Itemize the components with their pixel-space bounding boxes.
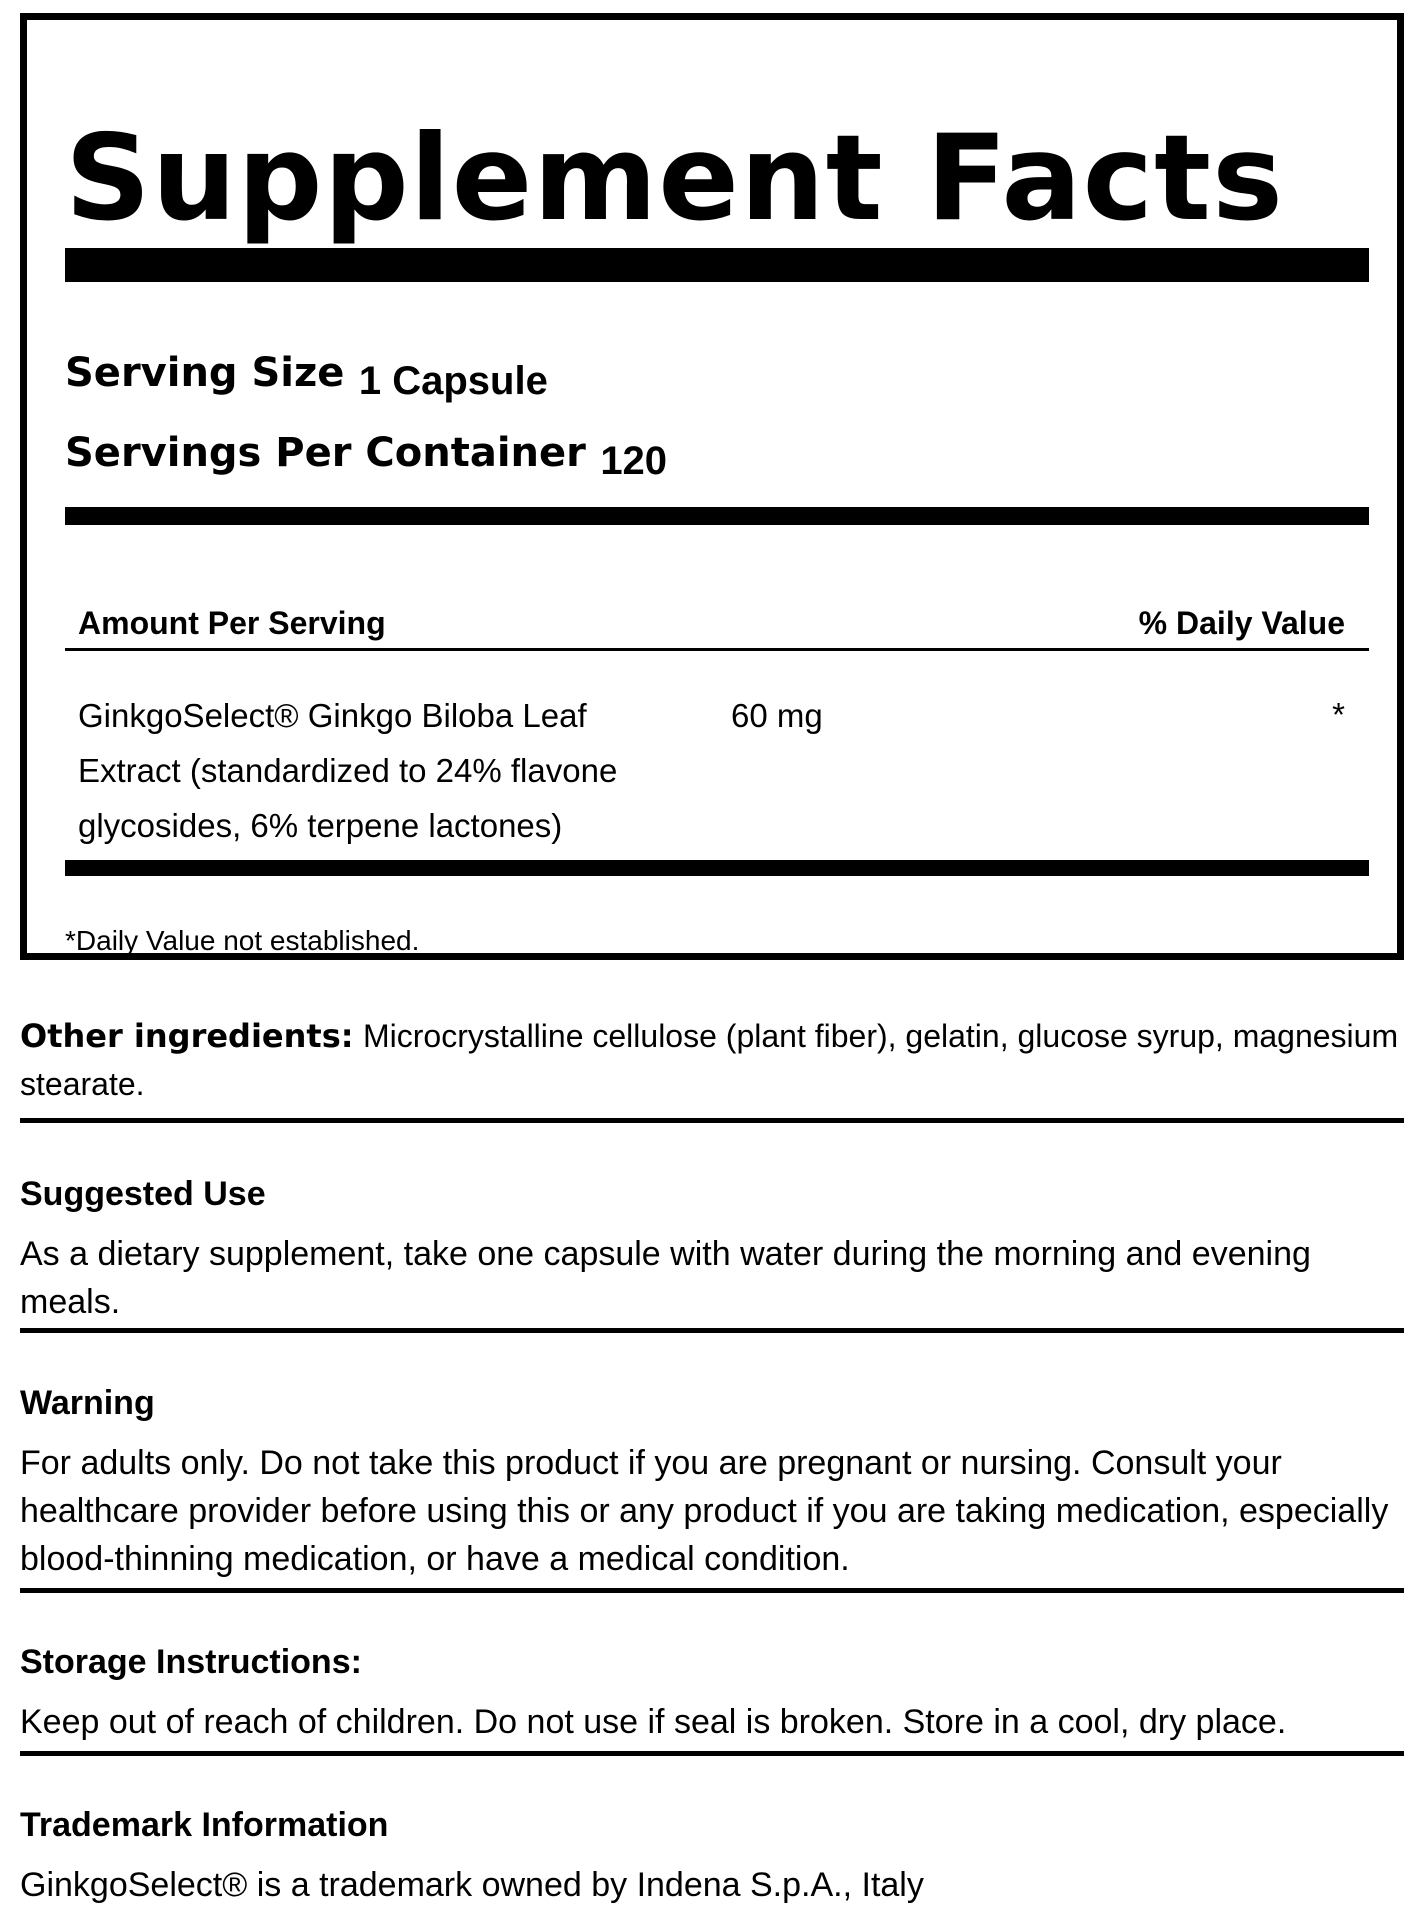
suggested-use-heading: Suggested Use (20, 1175, 266, 1213)
suggested-use-text: As a dietary supplement, take one capsule with water during the morning and evening meals. (20, 1235, 1311, 1321)
other-ingredients-text: Microcrystalline cellulose (plant fiber), gelatin, glucose syrup, magnesium stearate. (20, 1018, 1399, 1102)
daily-value-header: % Daily Value (1138, 605, 1345, 641)
servings-per-container-value: 120 (600, 439, 668, 483)
ingredient-daily-value: * (1332, 696, 1345, 733)
thick-divider-bottom (65, 860, 1369, 876)
suggested-use-section (20, 1170, 1404, 1326)
storage-text: Keep out of reach of children. Do not use if seal is broken. Store in a cool, dry place. (20, 1703, 1287, 1741)
daily-value-footnote: *Daily Value not established. (65, 925, 420, 956)
storage-section (20, 1638, 1404, 1746)
section-divider (20, 1118, 1404, 1123)
serving-size-row (65, 350, 548, 403)
thick-divider-top (65, 248, 1369, 282)
trademark-text: GinkgoSelect® is a trademark owned by Indena S.p.A., Italy (20, 1866, 924, 1904)
warning-heading: Warning (20, 1384, 155, 1422)
thick-divider-middle (65, 507, 1369, 525)
section-divider (20, 1751, 1404, 1756)
trademark-heading: Trademark Information (20, 1806, 389, 1844)
ingredient-name: GinkgoSelect® Ginkgo Biloba Leaf Extract (standardized to 24% flavone glycosides, 6% terpene lactones) (78, 697, 618, 844)
amount-per-serving-header: Amount Per Serving (78, 605, 386, 641)
section-divider (20, 1588, 1404, 1593)
supplement-facts-panel (20, 13, 1404, 960)
servings-per-container-label: Servings Per Container (65, 430, 586, 476)
ingredient-amount: 60 mg (731, 697, 823, 734)
supplement-facts-title: Supplement Facts (65, 110, 1284, 248)
trademark-section (20, 1801, 1404, 1909)
other-ingredients-label: Other ingredients: (20, 1017, 354, 1055)
servings-per-container-row (65, 430, 668, 483)
thin-divider (65, 648, 1369, 651)
warning-section (20, 1379, 1404, 1583)
serving-size-label: Serving Size (65, 350, 345, 396)
storage-heading: Storage Instructions: (20, 1643, 362, 1681)
warning-text: For adults only. Do not take this product if you are pregnant or nursing. Consult your healthcare provider before using this or any product if you are taking medication, especially blood-thinning medication, or have a medical condition. (20, 1444, 1389, 1578)
serving-size-value: 1 Capsule (358, 359, 548, 403)
section-divider (20, 1328, 1404, 1333)
other-ingredients (20, 1012, 1404, 1108)
